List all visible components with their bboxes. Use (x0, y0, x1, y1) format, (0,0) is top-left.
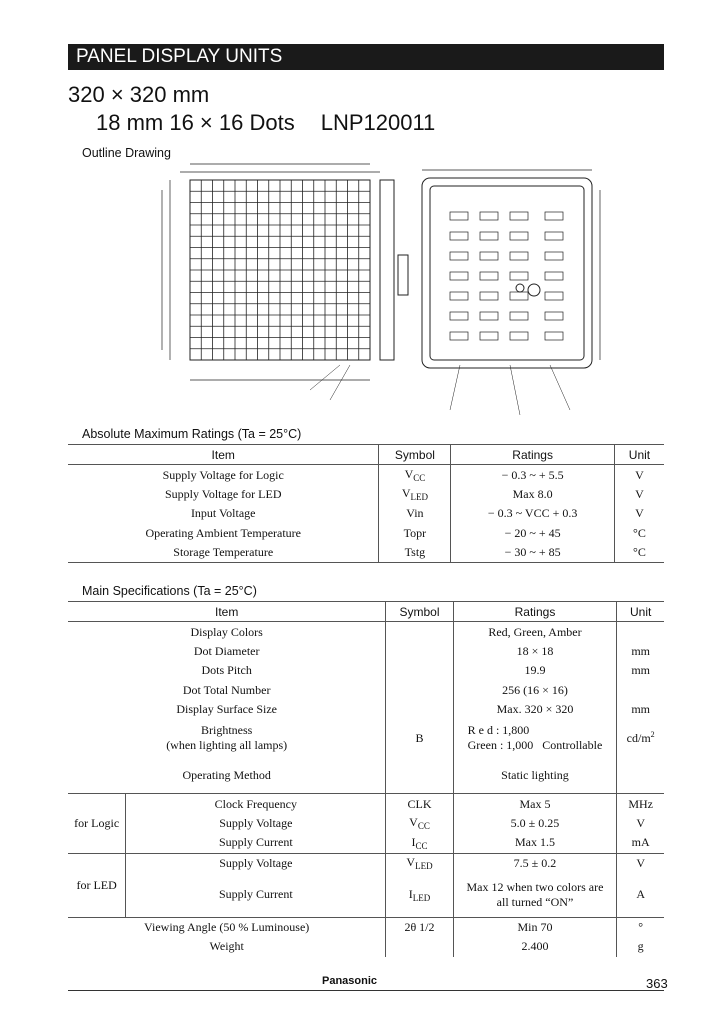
row-rating: Max. 320 × 320 (453, 700, 617, 719)
row-item: Supply Voltage for LED (68, 485, 379, 504)
row-unit: mm (631, 702, 650, 717)
circuit-module (450, 272, 468, 280)
circuit-module (450, 212, 468, 220)
row-unit: V (635, 506, 644, 521)
table-row (68, 661, 664, 680)
table-row (68, 917, 664, 937)
row-rating: Static lighting (453, 757, 617, 794)
row-rating (453, 719, 617, 757)
row-rating: Max 8.0 (451, 485, 615, 504)
product-spec (96, 110, 435, 136)
table-row (68, 681, 664, 700)
model-number: LNP120011 (320, 110, 436, 135)
row-rating: 19.9 (453, 661, 617, 680)
group-label-led: for LED (68, 853, 126, 917)
led-current-line2: all turned “ON” (496, 894, 574, 909)
row-unit: °C (614, 543, 664, 563)
row-rating: Min 70 (453, 917, 617, 937)
row-symbol: B (386, 719, 453, 757)
circuit-module (450, 292, 468, 300)
table-row (68, 504, 664, 523)
dot-spec: 18 mm 16 × 16 Dots (96, 110, 295, 135)
symbol-sub: CC (417, 821, 430, 832)
row-unit (617, 719, 664, 757)
row-unit: mm (631, 643, 650, 658)
main-specs-title: Main Specifications (Ta = 25°C) (82, 584, 257, 598)
symbol-text: V (409, 815, 418, 830)
led-current-line1: Max 12 when two colors are (466, 879, 604, 894)
circuit-module (450, 252, 468, 260)
row-unit: MHz (617, 794, 664, 814)
symbol-sub: LED (412, 892, 431, 903)
main-specs-table (68, 601, 664, 957)
table-row (68, 814, 664, 833)
row-unit: °C (633, 525, 646, 540)
circuit-module (545, 272, 563, 280)
row-item: Clock Frequency (126, 794, 386, 814)
header-item: Item (68, 445, 379, 465)
row-item: Dot Diameter (68, 642, 386, 661)
circuit-module (480, 312, 498, 320)
row-rating: Red, Green, Amber (453, 622, 617, 642)
row-symbol: Tstg (379, 543, 451, 563)
row-item: Operating Ambient Temperature (68, 524, 379, 543)
row-unit: g (637, 939, 644, 954)
row-item: Supply Current (126, 873, 386, 918)
row-item: Supply Current (126, 833, 386, 853)
brightness-note: (when lighting all lamps) (166, 738, 288, 753)
row-item: Input Voltage (68, 504, 379, 523)
table-row (68, 833, 664, 853)
row-unit: V (617, 853, 664, 873)
brand-logo: Panasonic (322, 975, 378, 987)
row-unit: V (635, 486, 644, 501)
row-rating: − 30 ~ + 85 (451, 543, 615, 563)
header-item: Item (68, 602, 386, 622)
header-symbol: Symbol (379, 445, 451, 465)
table-row (68, 622, 664, 642)
symbol-text: V (404, 467, 414, 482)
row-rating: Max 5 (453, 794, 617, 814)
brightness-red: R e d : 1,800 (467, 723, 530, 738)
symbol-text: I (408, 886, 413, 901)
row-rating: 7.5 ± 0.2 (453, 853, 617, 873)
row-unit: V (635, 467, 644, 482)
header-unit: Unit (614, 445, 664, 465)
circuit-module (510, 292, 528, 300)
row-item: Dot Total Number (68, 681, 386, 700)
header-unit: Unit (617, 602, 664, 622)
circuit-module (545, 232, 563, 240)
circuit-module (545, 332, 563, 340)
circuit-module (510, 332, 528, 340)
brightness-row (68, 719, 664, 757)
circuit-module (450, 232, 468, 240)
row-symbol: Vin (379, 504, 451, 523)
unit-text: cd/m (626, 731, 651, 746)
row-item: Supply Voltage (126, 814, 386, 833)
table-row (68, 937, 664, 956)
row-rating: − 0.3 ~ VCC + 0.3 (451, 504, 615, 523)
circuit-module (480, 272, 498, 280)
circuit-module (480, 212, 498, 220)
row-rating: 18 × 18 (453, 642, 617, 661)
header-ratings: Ratings (451, 445, 615, 465)
row-symbol: CLK (386, 794, 453, 814)
unit-sup: 2 (650, 730, 655, 740)
symbol-sub: LED (415, 861, 433, 872)
outline-drawing (150, 150, 620, 425)
footer-rule (68, 990, 664, 991)
section-header: PANEL DISPLAY UNITS (68, 44, 664, 70)
symbol-text: I (411, 834, 416, 849)
circuit-module (480, 232, 498, 240)
circuit-module (450, 332, 468, 340)
table-row (68, 873, 664, 918)
table-row (68, 465, 664, 485)
circuit-module (545, 292, 563, 300)
table-row (68, 485, 664, 504)
outline-drawing-label: Outline Drawing (82, 146, 171, 160)
row-rating: − 20 ~ + 45 (451, 524, 615, 543)
circuit-module (545, 252, 563, 260)
header-symbol: Symbol (386, 602, 453, 622)
symbol-sub: CC (415, 840, 428, 851)
row-rating: 2.400 (453, 937, 617, 956)
row-item: Operating Method (68, 757, 386, 794)
circuit-module (510, 252, 528, 260)
table-row (68, 757, 664, 794)
row-item: Display Surface Size (68, 700, 386, 719)
symbol-sub: CC (413, 473, 426, 484)
table-row (68, 794, 664, 814)
circuit-module (480, 332, 498, 340)
row-symbol: 2θ 1/2 (386, 917, 453, 937)
row-item: Display Colors (68, 622, 386, 642)
row-symbol: Topr (379, 524, 451, 543)
table-row (68, 700, 664, 719)
circuit-module (545, 312, 563, 320)
table-row (68, 543, 664, 563)
row-rating: Max 1.5 (453, 833, 617, 853)
page-number: 363 (646, 976, 668, 991)
row-item: Dots Pitch (68, 661, 386, 680)
table-row (68, 642, 664, 661)
circuit-module (510, 212, 528, 220)
row-unit: A (636, 887, 645, 902)
row-unit: mA (631, 835, 650, 850)
product-size: 320 × 320 mm (68, 82, 210, 107)
row-rating (453, 873, 617, 918)
row-rating: − 0.3 ~ + 5.5 (451, 465, 615, 485)
row-item: Supply Voltage (126, 853, 386, 873)
circuit-module (545, 212, 563, 220)
circuit-module (510, 232, 528, 240)
row-symbol (379, 465, 451, 485)
symbol-sub: LED (410, 492, 428, 503)
group-label-logic: for Logic (68, 794, 126, 853)
abs-ratings-title: Absolute Maximum Ratings (Ta = 25°C) (82, 427, 302, 441)
row-item: Weight (68, 937, 386, 956)
row-unit: V (636, 815, 645, 830)
circuit-module (510, 312, 528, 320)
circuit-module (510, 272, 528, 280)
row-item: Storage Temperature (68, 543, 379, 563)
symbol-text: V (401, 486, 411, 501)
row-rating: 5.0 ± 0.25 (453, 814, 617, 833)
row-item (68, 719, 386, 757)
row-symbol (386, 873, 453, 918)
table-row (68, 853, 664, 873)
row-unit: ° (617, 917, 664, 937)
symbol-text: V (406, 855, 416, 870)
row-symbol (386, 814, 453, 833)
row-item: Viewing Angle (50 % Luminouse) (68, 917, 386, 937)
row-symbol (379, 485, 451, 504)
table-row (68, 524, 664, 543)
circuit-module (480, 252, 498, 260)
abs-ratings-table (68, 444, 664, 563)
row-symbol (386, 853, 453, 873)
row-item: Supply Voltage for Logic (68, 465, 379, 485)
brightness-green: Green : 1,000 (467, 738, 534, 753)
brightness-controllable: Controllable (542, 738, 603, 753)
row-unit: mm (631, 663, 650, 678)
brightness-label: Brightness (201, 723, 253, 738)
circuit-module (450, 312, 468, 320)
header-ratings: Ratings (453, 602, 617, 622)
row-rating: 256 (16 × 16) (453, 681, 617, 700)
row-symbol (386, 833, 453, 853)
circuit-module (480, 292, 498, 300)
